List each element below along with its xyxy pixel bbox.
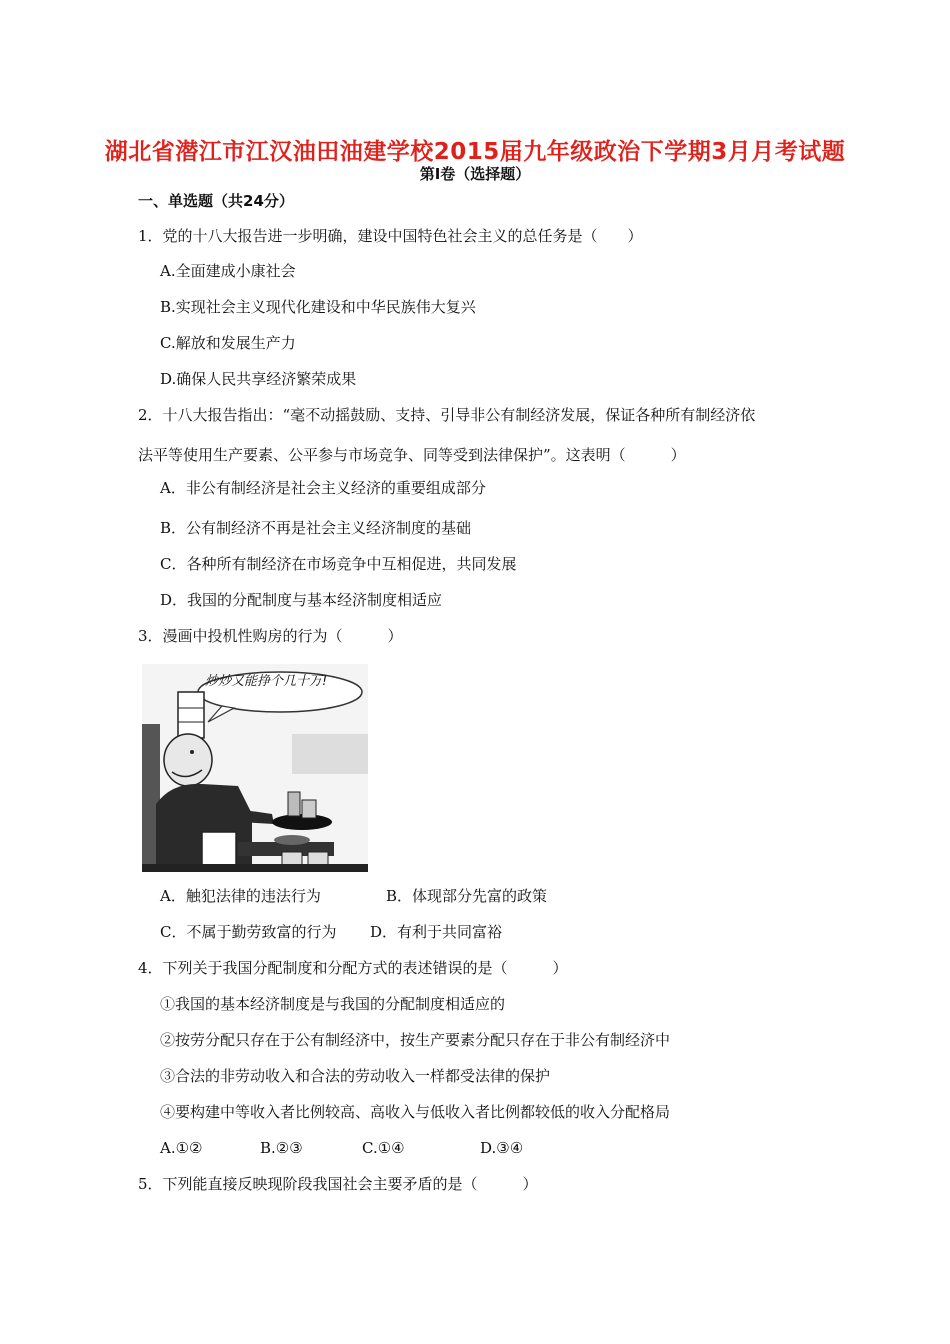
page-title: 湖北省潜江市江汉油田油建学校2015届九年级政治下学期3月月考试题 — [104, 139, 846, 165]
section-heading: 一、单选题（共24分） — [138, 192, 294, 210]
cartoon-image — [142, 664, 368, 872]
question-4-item-1: ①我国的基本经济制度是与我国的分配制度相适应的 — [160, 995, 506, 1013]
volume-heading: 第Ⅰ卷（选择题） — [419, 165, 531, 183]
question-2-stem-continued: 法平等使用生产要素、公平参与市场竞争、同等受到法律保护”。这表明（ ） — [138, 446, 686, 464]
question-3-option-b: B．体现部分先富的政策 — [386, 887, 548, 905]
question-2-stem: 2．十八大报告指出：“毫不动摇鼓励、支持、引导非公有制经济发展，保证各种所有制经济依 — [138, 406, 756, 424]
question-3-option-d: D．有利于共同富裕 — [370, 923, 503, 941]
question-4-option-b: B.②③ — [260, 1139, 303, 1157]
question-2-option-b: B．公有制经济不再是社会主义经济制度的基础 — [160, 519, 472, 537]
question-3-stem: 3．漫画中投机性购房的行为（ ） — [138, 627, 403, 645]
question-4-stem: 4．下列关于我国分配制度和分配方式的表述错误的是（ ） — [138, 959, 568, 977]
question-4-option-c: C.①④ — [362, 1139, 405, 1157]
question-4-item-3: ③合法的非劳动收入和合法的劳动收入一样都受法律的保护 — [160, 1067, 551, 1085]
question-1-option-d: D.确保人民共享经济繁荣成果 — [160, 370, 357, 388]
question-1-option-b: B.实现社会主义现代化建设和中华民族伟大复兴 — [160, 298, 476, 316]
question-4-option-a: A.①② — [160, 1139, 203, 1157]
cartoon-speech-bubble: 炒炒又能挣个几十万! — [205, 674, 328, 689]
question-4-item-4: ④要构建中等收入者比例较高、高收入与低收入者比例都较低的收入分配格局 — [160, 1103, 671, 1121]
question-1-option-c: C.解放和发展生产力 — [160, 334, 296, 352]
question-2-option-c: C．各种所有制经济在市场竞争中互相促进，共同发展 — [160, 555, 517, 573]
question-3-option-a: A．触犯法律的违法行为 — [160, 887, 321, 905]
question-1-option-a: A.全面建成小康社会 — [160, 262, 296, 280]
question-5-stem: 5．下列能直接反映现阶段我国社会主要矛盾的是（ ） — [138, 1175, 538, 1193]
question-2-option-a: A．非公有制经济是社会主义经济的重要组成部分 — [160, 479, 486, 497]
question-4-item-2: ②按劳分配只存在于公有制经济中，按生产要素分配只存在于非公有制经济中 — [160, 1031, 671, 1049]
question-2-option-d: D．我国的分配制度与基本经济制度相适应 — [160, 591, 443, 609]
question-4-option-d: D.③④ — [480, 1139, 524, 1157]
question-3-option-c: C．不属于勤劳致富的行为 — [160, 923, 337, 941]
question-1-stem: 1．党的十八大报告进一步明确，建设中国特色社会主义的总任务是（ ） — [138, 227, 643, 245]
